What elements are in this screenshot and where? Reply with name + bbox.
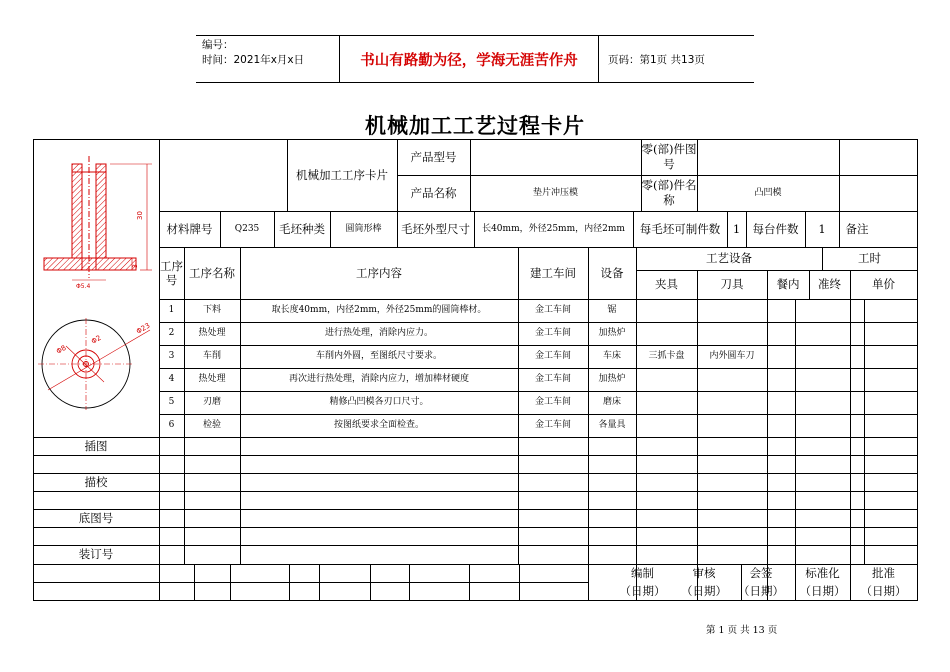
row-no: 2: [168, 328, 175, 338]
row-cutter: [697, 322, 767, 345]
blank-dim: 长40mm，外径25mm，内径2mm: [482, 223, 625, 234]
row-equipment: 加热炉: [598, 374, 626, 384]
row-fixture: [636, 322, 697, 345]
row-content: 车削内外圆，至图纸尺寸要求。: [315, 351, 442, 361]
col-step-no: 工序号: [160, 259, 183, 287]
dim-height: 30: [136, 211, 144, 220]
row-workshop: 金工车间: [534, 397, 571, 407]
per-unit-label: 每台件数: [752, 221, 799, 236]
row-cutter: 内外圆车刀: [709, 351, 755, 361]
row-content: 进行热处理，消除内应力。: [324, 328, 433, 338]
signoff-date: （日期）: [860, 583, 907, 598]
part-top-view-drawing: [38, 310, 158, 420]
signoff-date: （日期）: [799, 583, 846, 598]
signoff-date: （日期）: [681, 583, 727, 598]
per-unit: 1: [818, 221, 826, 236]
row-no: 4: [168, 374, 175, 384]
row-cutter: [697, 368, 767, 391]
dim-flange: 3: [132, 264, 139, 268]
col-step-name: 工序名称: [189, 265, 235, 280]
row-fixture: [636, 368, 697, 391]
signoff-role: 编制: [631, 565, 654, 580]
product-model-label: 产品型号: [410, 149, 457, 164]
row-fixture: [636, 299, 697, 322]
col-unit: 单价: [872, 277, 895, 291]
row-content: 按图纸要求全面检查。: [333, 420, 424, 430]
row-cutter: [697, 299, 767, 322]
row-equipment: 车床: [602, 351, 621, 361]
col-prep: 准终: [818, 277, 841, 291]
row-name: 热处理: [198, 374, 226, 384]
part-name-label: 零(部)件名称: [641, 178, 697, 207]
product-name: 垫片冲压模: [532, 187, 578, 198]
signoff-date: （日期）: [738, 583, 784, 598]
row-workshop: 金工车间: [534, 305, 571, 315]
header-motto: 书山有路勤为径，学海无涯苦作舟: [339, 36, 599, 82]
row-name: 车削: [202, 351, 221, 361]
number-label: 编号：: [202, 39, 234, 51]
material: Q235: [234, 223, 260, 234]
binding-label: 装订号: [78, 547, 114, 561]
row-fixture: 三抓卡盘: [648, 351, 685, 361]
col-content: 工序内容: [356, 265, 402, 280]
part-section-drawing: [36, 150, 156, 290]
page-label: 页码：第1页 共13页: [608, 54, 705, 66]
dim-bottom: Φ5.4: [76, 283, 91, 290]
signoff-role: 标准化: [805, 565, 840, 580]
dim-outer: Φ23: [135, 321, 152, 336]
row-workshop: 金工车间: [534, 328, 571, 338]
trace-label: 描校: [84, 474, 108, 489]
per-blank-label: 每毛坯可制件数: [639, 221, 721, 236]
blank-type-label: 毛坯种类: [279, 221, 325, 236]
row-no: 6: [168, 420, 175, 430]
signoff-role: 审核: [692, 565, 716, 580]
row-equipment: 加热炉: [598, 328, 626, 338]
page-title: 机械加工工艺过程卡片: [365, 113, 585, 138]
remarks-label: 备注: [845, 221, 869, 236]
dim-mid: Φ8: [55, 343, 68, 356]
row-fixture: [636, 414, 697, 437]
part-name: 凸凹模: [754, 187, 782, 198]
row-name: 刃磨: [202, 397, 221, 407]
row-equipment: 磨床: [602, 397, 621, 407]
blank-dim-label: 毛坯外型尺寸: [401, 221, 470, 236]
row-content: 精修凸凹模各刃口尺寸。: [329, 397, 429, 407]
product-name-label: 产品名称: [410, 185, 457, 200]
row-equipment: 锯: [607, 305, 617, 315]
col-workshop: 建工车间: [530, 265, 576, 280]
row-cutter: [697, 414, 767, 437]
row-name: 检验: [202, 420, 221, 430]
row-fixture: [636, 391, 697, 414]
row-no: 5: [168, 397, 175, 407]
signoff-date: （日期）: [619, 583, 666, 598]
row-content: 再次进行热处理，消除内应力，增加棒材硬度: [288, 374, 469, 384]
row-name: 下料: [202, 305, 221, 315]
row-workshop: 金工车间: [534, 420, 571, 430]
dim-inner: Φ2: [90, 333, 103, 346]
row-content: 取长度40mm，内径2mm，外径25mm的圆筒棒材。: [271, 305, 487, 315]
col-fixture: 夹具: [655, 277, 678, 291]
row-no: 3: [168, 351, 175, 361]
illustration-label: 插图: [84, 438, 108, 453]
signoff-role: 会签: [749, 565, 773, 580]
part-no-label: 零(部)件图号: [641, 142, 697, 171]
col-measure: 餐内: [776, 277, 800, 291]
row-equipment: 各量具: [598, 420, 626, 430]
row-no: 1: [168, 305, 175, 315]
col-equipment: 设备: [600, 265, 624, 280]
card-type: 机械加工工序卡片: [296, 167, 388, 182]
col-tooling: 工艺设备: [706, 251, 752, 265]
row-workshop: 金工车间: [534, 351, 571, 361]
blank-type: 圆筒形棒: [345, 223, 382, 234]
row-cutter: [697, 391, 767, 414]
col-cutter: 刀具: [720, 277, 744, 291]
signoff-role: 批准: [872, 565, 895, 580]
row-name: 热处理: [198, 328, 226, 338]
base-drawing-label: 底图号: [78, 510, 114, 525]
row-workshop: 金工车间: [534, 374, 571, 384]
material-label: 材料牌号: [166, 221, 213, 236]
time-label: 时间：2021年x月x日: [202, 54, 305, 66]
page-footer: 第 1 页 共 13 页: [706, 625, 778, 636]
per-blank: 1: [732, 221, 741, 236]
col-hours: 工时: [858, 251, 881, 265]
